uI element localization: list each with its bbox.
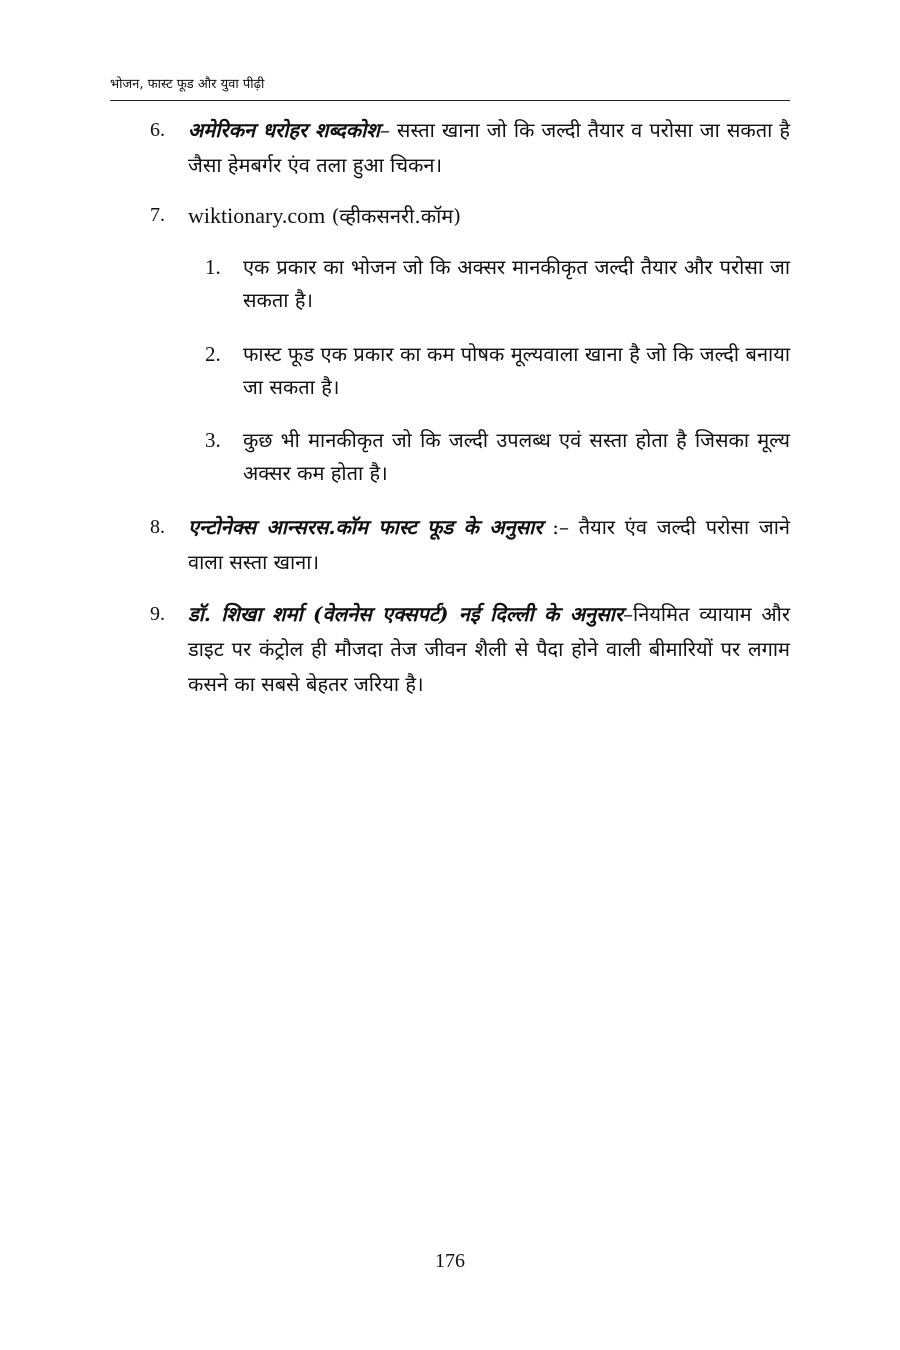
entry-body: –नियमित व्यायाम और डाइट पर कंट्रोल ही मौजदा तेज जीवन शैली से पैदा होने वाली बीमारियों पर लगाम कसने का सबसे बेहतर जरिया है। [188, 602, 791, 696]
list-item-8 [150, 510, 790, 580]
list-item-6 [150, 113, 790, 183]
sub-item-1 [205, 251, 790, 317]
sub-item-text: कुछ भी मानकीकृत जो कि जल्दी उपलब्ध एवं सस्ता होता है जिसका मूल्य अक्सर कम होता है। [243, 428, 790, 485]
sub-item-text: फास्ट फूड एक प्रकार का कम पोषक मूल्यवाला खाना है जो कि जल्दी बनाया जा सकता है। [243, 342, 790, 399]
list-item-9 [150, 597, 790, 702]
sub-item-number: 1. [205, 255, 221, 279]
running-header: भोजन, फास्ट फूड और युवा पीढ़ी [110, 77, 265, 92]
entry-body: – सस्ता खाना जो कि जल्दी तैयार व परोसा जा सकता है जैसा हेमबर्गर एंव तला हुआ चिकन। [188, 118, 791, 177]
sub-item-text: एक प्रकार का भोजन जो कि अक्सर मानकीकृत जल्दी तैयार और परोसा जा सकता है। [243, 255, 790, 312]
entry-number: 6. [150, 119, 165, 141]
entry-site: wiktionary.com [188, 203, 326, 228]
header-rule [110, 100, 790, 101]
sub-item-number: 3. [205, 428, 221, 452]
entry-text [188, 198, 790, 234]
sub-item-3 [205, 424, 790, 490]
entry-heading: डॉ. शिखा शर्मा (वेलनेस एक्सपर्ट) नई दिल्ली के अनुसार [188, 602, 624, 626]
entry-text [188, 510, 790, 580]
entry-text [188, 597, 790, 702]
entry-heading: अमेरिकन धरोहर शब्दकोश [188, 118, 380, 142]
entry-number: 9. [150, 603, 165, 625]
entry-number: 7. [150, 204, 165, 226]
page-number: 176 [435, 1250, 465, 1272]
sub-item-number: 2. [205, 342, 221, 366]
entry-body: (व्हीकसनरी.कॉम) [331, 204, 462, 228]
entry-heading: एन्टोनेक्स आन्सरस.कॉम फास्ट फूड के अनुसार [188, 515, 543, 539]
entry-body: :– तैयार एंव जल्दी परोसा जाने वाला सस्ता खाना। [188, 515, 790, 574]
list-item-7 [150, 198, 790, 234]
sub-item-2 [205, 338, 790, 404]
entry-text [188, 113, 790, 183]
entry-number: 8. [150, 516, 165, 538]
